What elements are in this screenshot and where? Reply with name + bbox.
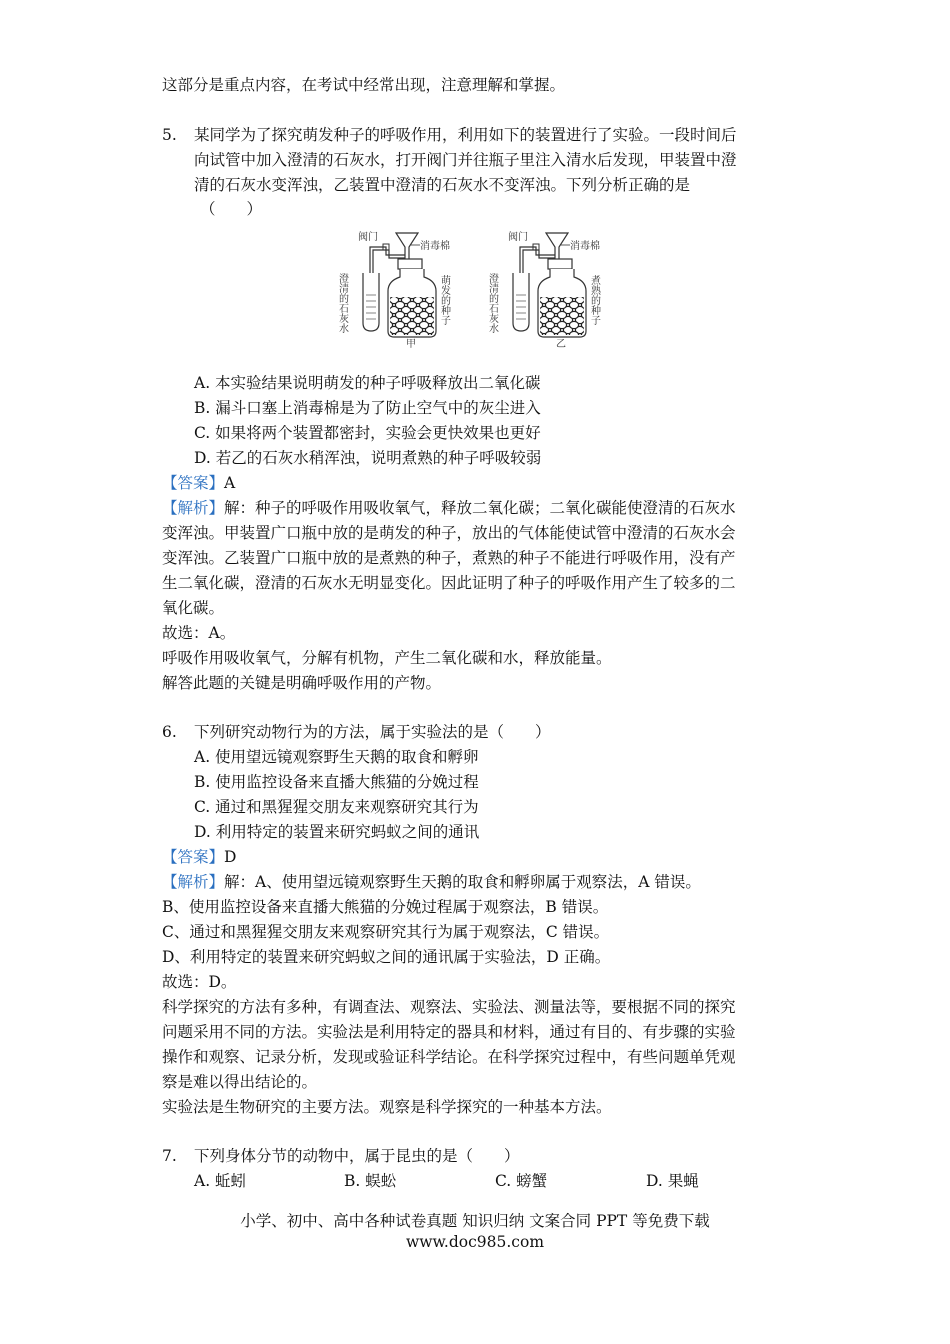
answer-tag: 【答案】 [162, 848, 225, 866]
analysis-line: 变浑浊。乙装置广口瓶中放的是煮熟的种子，煮熟的种子不能进行呼吸作用，没有产 [162, 549, 736, 567]
answer-tag: 【答案】 [162, 474, 225, 492]
valve-label: 阀门 [508, 232, 528, 243]
question-5-option-b: B. 漏斗口塞上消毒棉是为了防止空气中的灰尘进入 [194, 399, 541, 417]
footer-website[interactable]: www.doc985.com [405, 1233, 545, 1251]
question-6-number: 6. [162, 723, 177, 741]
experiment-figure [336, 225, 620, 350]
analysis-tag: 【解析】 [162, 873, 225, 891]
question-5-stem-line: 清的石灰水变浑浊，乙装置中澄清的石灰水不变浑浊。下列分析正确的是 [194, 176, 691, 194]
question-5-analysis [162, 496, 736, 520]
analysis-line: 变浑浊。甲装置广口瓶中放的是萌发的种子，放出的气体能使试管中澄清的石灰水会 [162, 524, 736, 542]
bottle-label: 萌发的种子 [438, 275, 450, 325]
analysis-line: 呼吸作用吸收氧气，分解有机物，产生二氧化碳和水，释放能量。 [162, 649, 612, 667]
question-6-option-c: C. 通过和黑猩猩交朋友来观察研究其行为 [194, 798, 479, 816]
question-5-stem-line: 某同学为了探究萌发种子的呼吸作用，利用如下的装置进行了实验。一段时间后 [194, 126, 737, 144]
question-6-answer [162, 845, 236, 869]
answer-value: A [224, 474, 236, 492]
question-7-option-b: B. 蜈蚣 [344, 1172, 397, 1190]
analysis-tag: 【解析】 [162, 499, 225, 517]
analysis-line: 实验法是生物研究的主要方法。观察是科学探究的一种基本方法。 [162, 1098, 612, 1116]
question-5-option-a: A. 本实验结果说明萌发的种子呼吸释放出二氧化碳 [194, 374, 541, 392]
apparatus-jia [337, 230, 451, 350]
answer-value: D [224, 848, 237, 866]
footer-line-1: 小学、初中、高中各种试卷真题 知识归纳 文案合同 PPT 等免费下载 [240, 1212, 710, 1230]
question-6-stem: 下列研究动物行为的方法，属于实验法的是（ ） [194, 723, 551, 741]
analysis-line: B、使用监控设备来直播大熊猫的分娩过程属于观察法，B 错误。 [162, 898, 609, 916]
question-6-option-b: B. 使用监控设备来直播大熊猫的分娩过程 [194, 773, 479, 791]
intro-text: 这部分是重点内容，在考试中经常出现，注意理解和掌握。 [162, 76, 566, 94]
cotton-label: 消毒棉 [420, 241, 450, 252]
analysis-line: 故选：D。 [162, 973, 237, 991]
analysis-line: 解答此题的关键是明确呼吸作用的产物。 [162, 674, 442, 692]
valve-label: 阀门 [358, 232, 378, 243]
question-7-option-d: D. 果蝇 [646, 1172, 699, 1190]
question-7-stem: 下列身体分节的动物中，属于昆虫的是（ ） [194, 1147, 520, 1165]
tube-label: 澄清的石灰水 [336, 273, 348, 333]
analysis-line: C、通过和黑猩猩交朋友来观察研究其行为属于观察法，C 错误。 [162, 923, 610, 941]
caption-yi: 乙 [556, 339, 566, 350]
question-5-blank: （ ） [200, 200, 263, 218]
analysis-line: 解：种子的呼吸作用吸收氧气，释放二氧化碳；二氧化碳能使澄清的石灰水 [224, 499, 736, 517]
analysis-line: 解：A、使用望远镜观察野生天鹅的取食和孵卵属于观察法，A 错误。 [224, 873, 701, 891]
tube-label: 澄清的石灰水 [486, 273, 498, 333]
analysis-line: 问题采用不同的方法。实验法是利用特定的器具和材料，通过有目的、有步骤的实验 [162, 1023, 736, 1041]
apparatus-yi [487, 230, 601, 350]
question-6-analysis [162, 870, 701, 894]
analysis-line: 故选：A。 [162, 624, 236, 642]
question-7-option-c: C. 螃蟹 [495, 1172, 548, 1190]
question-6-option-d: D. 利用特定的装置来研究蚂蚁之间的通讯 [194, 823, 480, 841]
question-7-option-a: A. 蚯蚓 [194, 1172, 247, 1190]
analysis-line: 生二氧化碳，澄清的石灰水无明显变化。因此证明了种子的呼吸作用产生了较多的二 [162, 574, 736, 592]
analysis-line: 操作和观察、记录分析，发现或验证科学结论。在科学探究过程中，有些问题单凭观 [162, 1048, 736, 1066]
question-5-number: 5. [162, 126, 177, 144]
question-7-number: 7. [162, 1147, 177, 1165]
question-5-stem-line: 向试管中加入澄清的石灰水，打开阀门并往瓶子里注入清水后发现，甲装置中澄 [194, 151, 737, 169]
analysis-line: D、利用特定的装置来研究蚂蚁之间的通讯属于实验法，D 正确。 [162, 948, 611, 966]
question-5-option-d: D. 若乙的石灰水稍浑浊，说明煮熟的种子呼吸较弱 [194, 449, 542, 467]
caption-jia: 甲 [406, 339, 416, 350]
analysis-line: 科学探究的方法有多种，有调查法、观察法、实验法、测量法等，要根据不同的探究 [162, 998, 736, 1016]
analysis-line: 察是难以得出结论的。 [162, 1073, 318, 1091]
question-5-answer [162, 471, 235, 495]
cotton-label: 消毒棉 [570, 241, 600, 252]
analysis-line: 氧化碳。 [162, 599, 225, 617]
question-6-option-a: A. 使用望远镜观察野生天鹅的取食和孵卵 [194, 748, 479, 766]
bottle-label: 煮熟的种子 [588, 275, 600, 325]
question-5-option-c: C. 如果将两个装置都密封，实验会更快效果也更好 [194, 424, 541, 442]
